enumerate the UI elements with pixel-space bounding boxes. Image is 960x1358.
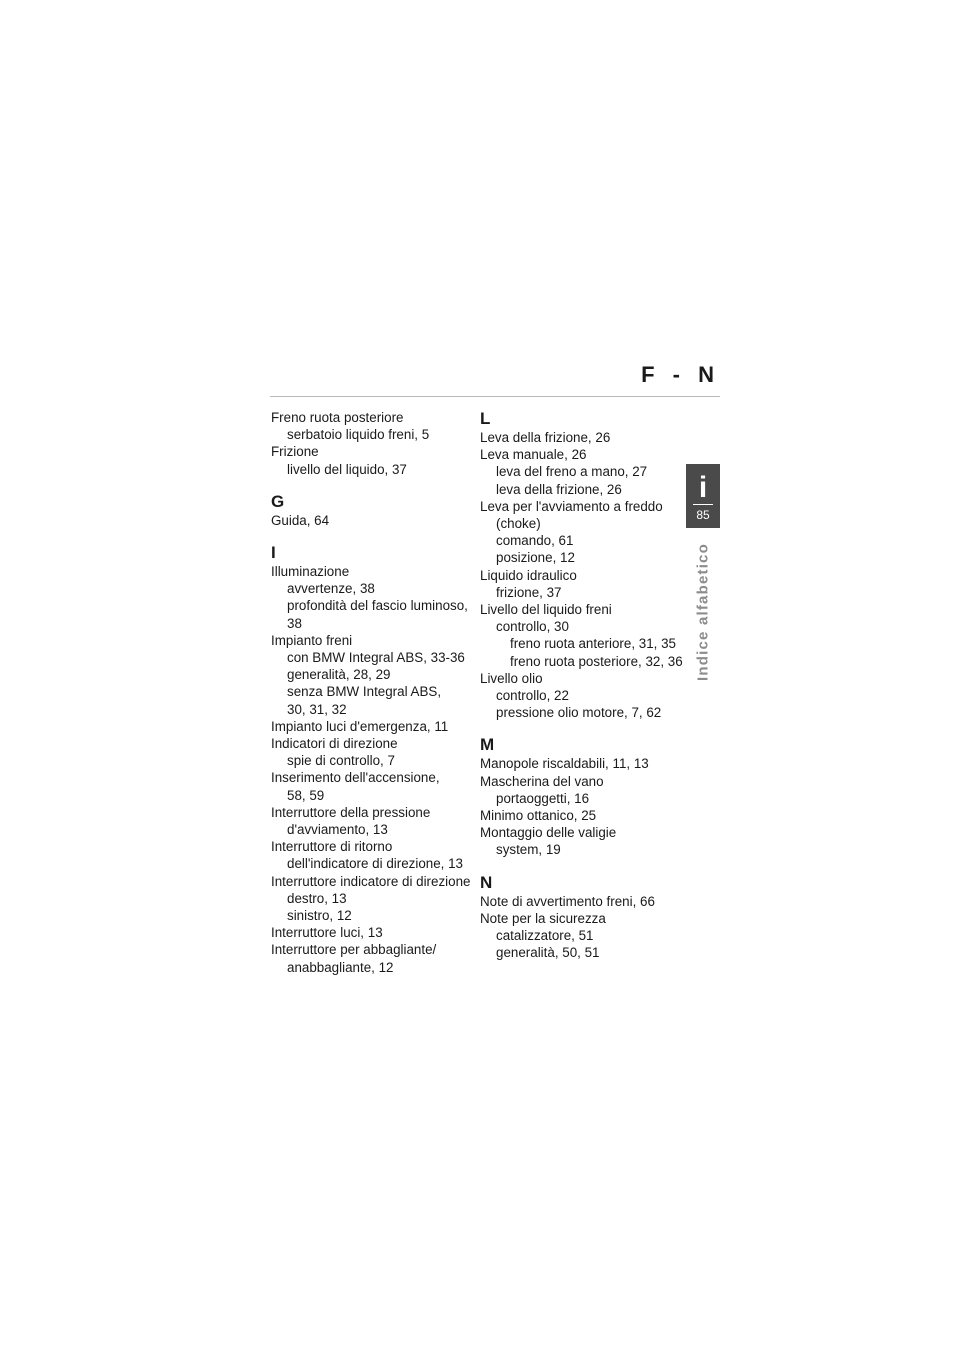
section-label: Indice alfabetico (694, 543, 712, 681)
index-subentry: generalità, 28, 29 (287, 667, 391, 683)
tab-divider (693, 504, 713, 505)
index-subentry: 38 (287, 615, 302, 631)
page-title: F - N (641, 362, 720, 387)
index-section-icon: i (698, 471, 708, 504)
index-subentry: livello del liquido, 37 (287, 461, 407, 477)
index-subentry: comando, 61 (496, 533, 574, 549)
index-entry: Montaggio delle valigie (480, 825, 617, 841)
index-subentry: leva della frizione, 26 (496, 481, 622, 497)
index-entry: Livello olio (480, 670, 543, 686)
index-entry: Leva manuale, 26 (480, 447, 587, 463)
index-subentry: spie di controllo, 7 (287, 753, 395, 769)
index-entry: Mascherina del vano (480, 773, 604, 789)
index-subentry: frizione, 37 (496, 584, 562, 600)
index-entry: Impianto luci d'emergenza, 11 (271, 718, 449, 734)
index-entry: Illuminazione (271, 564, 350, 580)
index-subentry: dell'indicatore di direzione, 13 (287, 856, 464, 872)
index-entry: Indicatori di direzione (271, 736, 398, 752)
index-subentry: pressione olio motore, 7, 62 (496, 705, 662, 721)
index-subentry: profondità del fascio luminoso, (287, 598, 468, 614)
index-subentry: leva del freno a mano, 27 (496, 464, 648, 480)
index-entry: Freno ruota posteriore (271, 410, 404, 425)
index-subentry: posizione, 12 (496, 550, 575, 566)
index-subentry: 58, 59 (287, 787, 325, 803)
index-entry: Frizione (271, 444, 319, 460)
index-subentry: system, 19 (496, 842, 561, 858)
index-subentry: sinistro, 12 (287, 908, 352, 924)
index-subentry: con BMW Integral ABS, 33-36 (287, 650, 465, 666)
index-subentry: destro, 13 (287, 890, 347, 906)
index-subentry: d'avviamento, 13 (287, 822, 388, 838)
index-subentry: senza BMW Integral ABS, (287, 684, 442, 700)
index-subentry: controllo, 30 (496, 619, 569, 635)
index-entry: Note di avvertimento freni, 66 (480, 893, 655, 909)
index-subsubentry: freno ruota anteriore, 31, 35 (510, 636, 677, 652)
letter-heading-m: M (480, 735, 495, 755)
index-entry: Leva della frizione, 26 (480, 430, 611, 445)
index-entry: Interruttore di ritorno (271, 839, 393, 855)
index-entry: Minimo ottanico, 25 (480, 808, 597, 824)
index-column-left (271, 409, 471, 976)
index-subentry: generalità, 50, 51 (496, 945, 600, 961)
index-entry: Interruttore della pressione (271, 804, 431, 820)
index-entry: Livello del liquido freni (480, 602, 612, 618)
header-divider (270, 396, 720, 397)
index-entry: Liquido idraulico (480, 567, 577, 583)
index-entry: Interruttore per abbagliante/ (271, 942, 437, 958)
letter-heading-l: L (480, 409, 491, 428)
index-column-right (480, 409, 690, 961)
section-tab (686, 464, 720, 528)
index-entry: Manopole riscaldabili, 11, 13 (480, 756, 649, 772)
index-subsubentry: freno ruota posteriore, 32, 36 (510, 653, 683, 669)
index-subentry: catalizzatore, 51 (496, 928, 594, 944)
index-subentry: portaoggetti, 16 (496, 790, 590, 806)
letter-heading-n: N (480, 872, 493, 892)
index-subentry: controllo, 22 (496, 688, 569, 704)
index-entry: Note per la sicurezza (480, 910, 606, 926)
index-subentry: 30, 31, 32 (287, 701, 347, 717)
index-subentry: serbatoio liquido freni, 5 (287, 427, 430, 443)
index-subentry: anabbagliante, 12 (287, 959, 394, 975)
index-entry: Interruttore indicatore di direzione (271, 873, 471, 889)
index-entry: Interruttore luci, 13 (271, 925, 383, 941)
page-number: 85 (696, 508, 710, 522)
index-entry: Impianto freni (271, 632, 353, 648)
index-subentry: (choke) (496, 516, 541, 532)
letter-heading-i: I (271, 543, 276, 563)
index-entry: Inserimento dell'accensione, (271, 770, 440, 786)
letter-heading-g: G (271, 491, 285, 511)
index-subentry: avvertenze, 38 (287, 581, 375, 597)
index-entry: Leva per l'avviamento a freddo (480, 498, 663, 514)
index-entry: Guida, 64 (271, 512, 330, 528)
